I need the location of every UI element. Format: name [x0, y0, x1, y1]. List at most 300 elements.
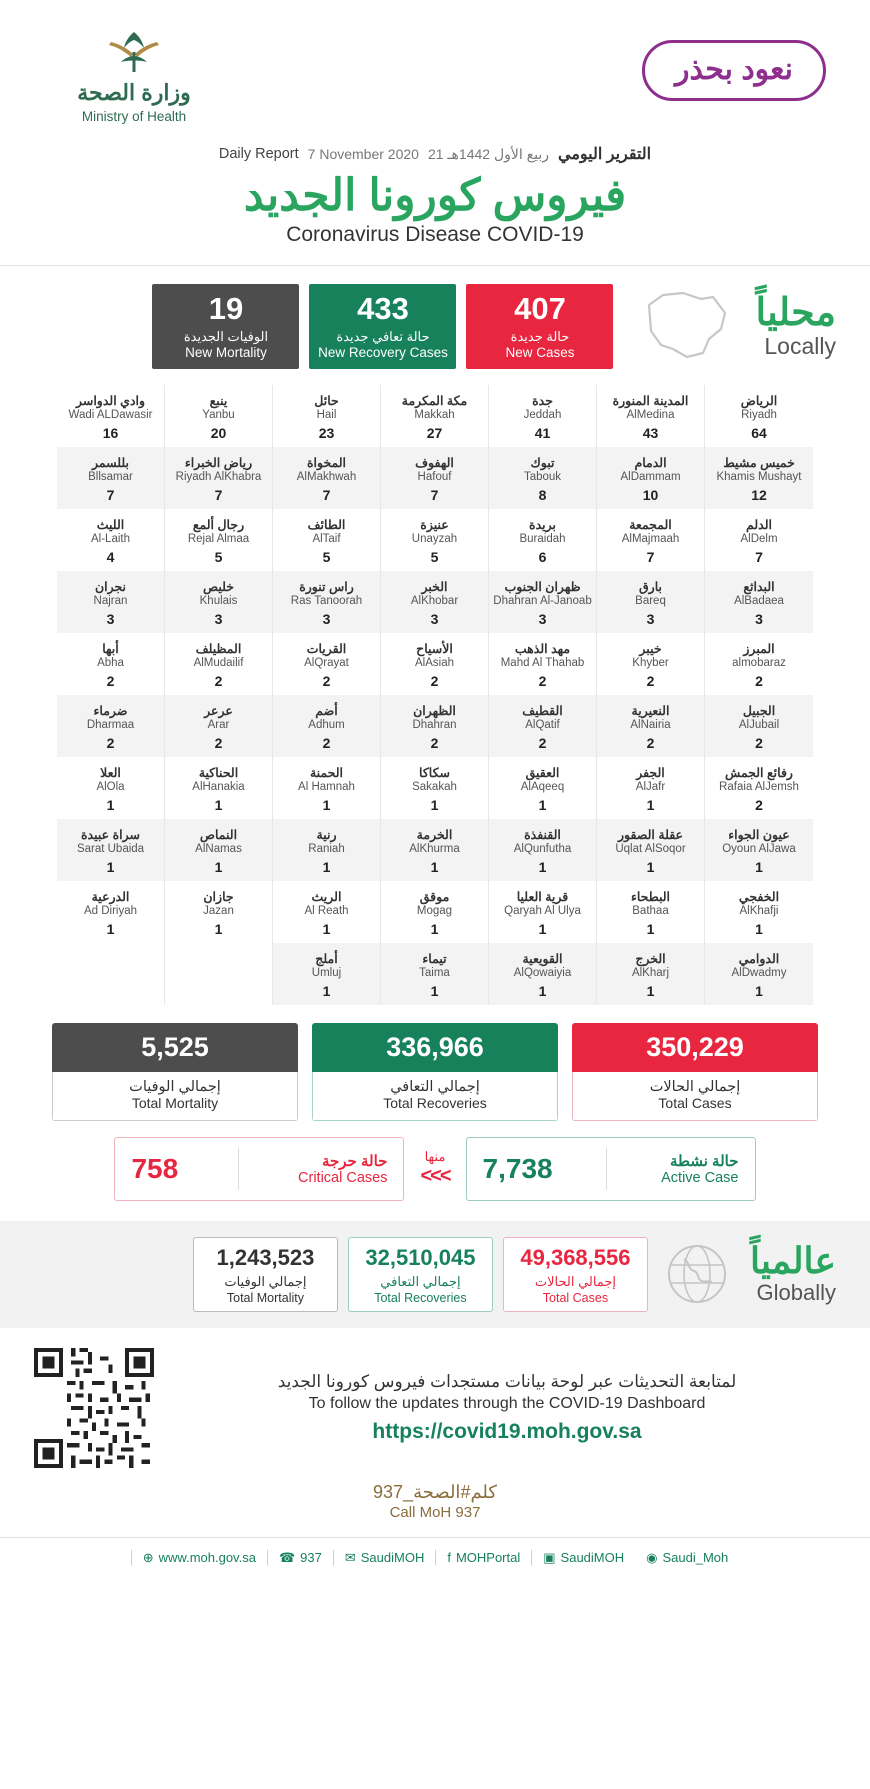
city-case-count: 2: [106, 672, 115, 689]
city-case-count: 7: [646, 548, 655, 565]
city-name-en: AlKhurma: [409, 842, 460, 855]
divider: [606, 1148, 607, 1190]
stat-value: 407: [514, 291, 566, 326]
arrows-icon: <<<: [420, 1165, 450, 1188]
social-link[interactable]: [333, 1550, 435, 1566]
city-name-ar: الجفر: [636, 765, 665, 780]
city-name-ar: الخبر: [421, 579, 448, 594]
city-name-en: Uqlat AlSoqor: [615, 842, 686, 855]
city-name-ar: الخرج: [635, 951, 666, 966]
active-critical-row: [0, 1121, 870, 1201]
city-name-ar: المخواة: [306, 455, 347, 470]
city-cell: [273, 633, 380, 695]
moh-title-ar: وزارة الصحة: [77, 80, 191, 105]
call-moh-row: [0, 1468, 870, 1531]
city-cell: [165, 571, 272, 633]
city-name-en: Jeddah: [523, 408, 562, 421]
city-cell: [705, 757, 813, 819]
city-case-count: 2: [430, 672, 439, 689]
city-name-en: Ras Tanoorah: [290, 594, 363, 607]
city-cell: [57, 385, 164, 447]
city-name-en: Buraidah: [519, 532, 566, 545]
city-name-en: Taima: [419, 966, 450, 979]
city-cell: [381, 757, 488, 819]
snapchat-icon: ◉: [646, 1549, 658, 1565]
city-name-ar: بارق: [638, 579, 663, 594]
city-cell: [705, 819, 813, 881]
city-cell: [381, 881, 488, 943]
city-case-count: 3: [106, 610, 115, 627]
stat-new-recoveries: [309, 284, 456, 369]
city-name-ar: الخرمة: [416, 827, 453, 842]
city-name-en: Mogag: [416, 904, 453, 917]
city-column: [597, 385, 705, 1005]
stat-value: 433: [357, 291, 409, 326]
city-name-ar: جازان: [203, 889, 234, 904]
city-case-count: 2: [106, 734, 115, 751]
city-cell: [273, 509, 380, 571]
city-name-en: Al Hamnah: [298, 780, 355, 793]
city-case-count: 10: [642, 486, 659, 503]
city-cell: [165, 447, 272, 509]
page-title-ar: فيروس كورونا الجديد: [243, 171, 627, 220]
city-case-count: 3: [755, 610, 763, 627]
critical-value: 758: [131, 1152, 179, 1184]
city-case-count: 8: [538, 486, 547, 503]
city-name-en: Raniah: [308, 842, 345, 855]
city-name-en: Mahd Al Thahab: [500, 656, 585, 669]
city-name-ar: الرياض: [740, 393, 778, 408]
city-name-en: AlKhobar: [410, 594, 459, 607]
city-name-en: Jazan: [203, 904, 234, 917]
city-name-ar: جدة: [532, 393, 553, 408]
city-case-count: 3: [214, 610, 223, 627]
global-label-ar: إجمالي الوفيات: [224, 1273, 307, 1289]
city-cell: [165, 633, 272, 695]
city-name-ar: الحمنة: [309, 765, 344, 780]
total-value: 5,525: [52, 1023, 298, 1072]
dashboard-url-link[interactable]: https://covid19.moh.gov.sa: [372, 1419, 642, 1443]
globally-label-ar: عالمياً: [749, 1239, 836, 1281]
city-name-en: Ad Diriyah: [83, 904, 138, 917]
city-cell: [273, 447, 380, 509]
city-name-ar: المظيلف: [195, 641, 242, 656]
city-cell: [57, 633, 164, 695]
city-cell: [165, 757, 272, 819]
call-label-ar: كلم#الصحة_937: [373, 1481, 497, 1502]
city-name-en: Khyber: [632, 656, 669, 669]
city-table: [0, 379, 870, 1005]
global-total-recoveries-card: [348, 1237, 493, 1312]
city-name-en: Bathaa: [632, 904, 669, 917]
city-cell: [381, 571, 488, 633]
city-name-en: Sarat Ubaida: [76, 842, 145, 855]
city-cell: [597, 509, 704, 571]
city-name-ar: بريدة: [529, 517, 556, 532]
city-case-count: 1: [538, 796, 547, 813]
city-name-en: Abha: [97, 656, 124, 669]
city-name-en: AlQatif: [525, 718, 560, 731]
city-cell: [489, 881, 596, 943]
city-name-ar: البداثع: [743, 579, 775, 594]
city-name-en: AlAqeeq: [520, 780, 565, 793]
report-date-gregorian: 7 November 2020: [307, 146, 419, 162]
city-cell: [489, 633, 596, 695]
city-name-en: AlMudailif: [193, 656, 244, 669]
city-name-en: Umluj: [311, 966, 342, 979]
twitter-icon: ✉: [344, 1549, 356, 1565]
city-name-ar: المبرز: [743, 641, 775, 656]
total-label-en: Total Cases: [658, 1094, 732, 1111]
social-link-label: Saudi_Moh: [662, 1550, 729, 1566]
locally-label-ar: محلياً: [755, 291, 836, 334]
city-cell: [381, 695, 488, 757]
city-cell: [597, 757, 704, 819]
city-name-en: AlQrayat: [304, 656, 349, 669]
city-name-ar: عقلة الصقور: [617, 827, 684, 842]
stat-new-cases: [466, 284, 613, 369]
city-case-count: 7: [106, 486, 115, 503]
city-case-count: 2: [646, 672, 655, 689]
city-name-en: Sakakah: [412, 780, 457, 793]
city-name-en: almobaraz: [732, 656, 786, 669]
city-name-ar: رياض الخبراء: [184, 455, 253, 470]
city-name-ar: موقق: [419, 889, 450, 904]
city-cell: [57, 695, 164, 757]
city-case-count: 2: [755, 672, 763, 689]
city-name-ar: تبوك: [530, 455, 555, 470]
city-cell: [705, 385, 813, 447]
city-name-en: Al-Laith: [91, 532, 130, 545]
city-name-ar: أملج: [315, 951, 338, 966]
critical-cases-card: [114, 1137, 404, 1201]
critical-label-en: Critical Cases: [298, 1169, 388, 1186]
city-case-count: 5: [430, 548, 439, 565]
globally-label-en: Globally: [756, 1279, 836, 1305]
city-case-count: 41: [534, 424, 551, 441]
social-link[interactable]: [635, 1550, 739, 1566]
city-case-count: 1: [430, 858, 439, 875]
city-name-ar: الدمام: [634, 455, 667, 470]
city-name-en: AlKharj: [631, 966, 670, 979]
city-case-count: 2: [755, 796, 763, 813]
city-cell: [597, 695, 704, 757]
city-cell: [165, 509, 272, 571]
city-cell: [597, 633, 704, 695]
city-name-en: Rejal Almaa: [187, 532, 250, 545]
city-cell: [597, 819, 704, 881]
city-name-en: AlTaif: [312, 532, 341, 545]
call-label-en: Call MoH 937: [389, 1503, 481, 1521]
city-case-count: 2: [755, 734, 763, 751]
city-case-count: 2: [430, 734, 439, 751]
critical-label-ar: حالة حرجة: [321, 1152, 388, 1170]
palm-swords-icon: [91, 26, 177, 78]
city-name-en: Tabouk: [523, 470, 562, 483]
city-name-ar: الريث: [311, 889, 342, 904]
city-cell: [489, 757, 596, 819]
city-cell: [705, 509, 813, 571]
stat-label-en: New Mortality: [185, 344, 267, 360]
city-name-en: Hafouf: [417, 470, 452, 483]
city-name-en: Qaryah Al Ulya: [504, 904, 581, 917]
city-cell: [597, 943, 704, 1005]
city-case-count: 2: [538, 734, 547, 751]
city-name-en: Bllsamar: [88, 470, 133, 483]
city-cell: [165, 819, 272, 881]
footer-dashboard: [0, 1328, 870, 1468]
city-cell: [165, 695, 272, 757]
city-name-en: Al Reath: [304, 904, 349, 917]
city-cell: [57, 881, 164, 943]
city-name-ar: أبها: [102, 641, 119, 656]
city-cell: [57, 819, 164, 881]
city-name-ar: القطيف: [522, 703, 563, 718]
city-case-count: 1: [322, 858, 331, 875]
social-link-label: MOHPortal: [455, 1550, 521, 1566]
daily-report-row: [0, 144, 870, 164]
city-name-ar: خليص: [203, 579, 234, 594]
city-cell: [381, 509, 488, 571]
social-links-bar: [0, 1537, 870, 1582]
city-name-ar: رجال ألمع: [192, 517, 245, 532]
locally-label: [755, 291, 836, 359]
city-case-count: 64: [751, 424, 767, 441]
header: [0, 0, 870, 124]
city-name-en: Khulais: [199, 594, 238, 607]
city-cell: [165, 881, 272, 943]
city-name-ar: أضم: [315, 703, 338, 718]
city-name-ar: وادي الدواسر: [75, 393, 146, 408]
instagram-icon: ▣: [543, 1549, 556, 1565]
social-link-label: 937: [300, 1550, 322, 1566]
city-case-count: 1: [106, 920, 115, 937]
city-column: [273, 385, 381, 1005]
city-name-en: Dhahran: [412, 718, 457, 731]
total-value: 336,966: [312, 1023, 558, 1072]
city-case-count: 5: [322, 548, 331, 565]
city-name-ar: سراة عبيدة: [81, 827, 140, 842]
city-case-count: 1: [538, 920, 547, 937]
city-name-ar: رفائع الجمش: [725, 765, 793, 780]
city-case-count: 2: [538, 672, 547, 689]
city-cell: [273, 819, 380, 881]
city-case-count: 1: [214, 796, 223, 813]
moh-title-en: Ministry of Health: [81, 109, 187, 124]
city-name-en: Dharmaa: [86, 718, 135, 731]
social-link-label: SaudiMOH: [560, 1550, 625, 1566]
city-name-ar: عنيزة: [420, 517, 449, 532]
city-cell: [489, 819, 596, 881]
city-name-ar: الظهران: [413, 703, 456, 718]
city-case-count: 1: [646, 858, 655, 875]
city-name-ar: الدرعية: [91, 889, 130, 904]
city-name-ar: القريات: [306, 641, 347, 656]
city-name-en: AlBadaea: [734, 594, 784, 607]
city-name-en: AlHanakia: [192, 780, 245, 793]
social-link[interactable]: [531, 1550, 635, 1566]
city-cell: [381, 943, 488, 1005]
city-cell: [489, 571, 596, 633]
city-name-ar: النماص: [199, 827, 238, 842]
city-case-count: 6: [538, 548, 547, 565]
city-cell: [273, 881, 380, 943]
city-name-en: Riyadh: [741, 408, 777, 421]
city-name-ar: رنية: [316, 827, 337, 842]
saudi-arabia-map-icon: [639, 287, 731, 365]
city-name-ar: عرعر: [204, 703, 233, 718]
city-name-ar: سكاكا: [419, 765, 450, 780]
city-name-en: Unayzah: [411, 532, 458, 545]
city-case-count: 27: [426, 424, 443, 441]
city-name-ar: الخفجي: [738, 889, 780, 904]
stat-label-en: New Recovery Cases: [318, 344, 448, 360]
city-case-count: 23: [318, 424, 335, 441]
city-name-en: Bareq: [635, 594, 666, 607]
city-name-ar: الحناكية: [198, 765, 239, 780]
title-block: [0, 144, 870, 247]
city-cell: [705, 695, 813, 757]
city-case-count: 43: [642, 424, 659, 441]
city-name-ar: العلا: [100, 765, 121, 780]
city-case-count: 1: [646, 920, 655, 937]
total-label-ar: إجمالي التعافي: [390, 1078, 480, 1095]
stat-label-ar: حالة جديدة: [510, 328, 570, 344]
city-name-en: AlDammam: [620, 470, 681, 483]
daily-report-ar: التقرير اليومي: [557, 146, 652, 163]
city-name-ar: المدينة المنورة: [612, 393, 689, 408]
city-case-count: 3: [538, 610, 547, 627]
city-case-count: 1: [214, 920, 223, 937]
city-name-ar: مهد الذهب: [514, 641, 571, 656]
city-name-en: Dhahran Al-Janoab: [493, 594, 592, 607]
city-case-count: 1: [755, 982, 763, 999]
city-cell: [705, 943, 813, 1005]
city-case-count: 1: [430, 982, 439, 999]
active-cases-card: [466, 1137, 756, 1201]
city-name-en: AlOla: [96, 780, 125, 793]
total-label-en: Total Recoveries: [383, 1094, 487, 1111]
city-name-ar: المجمعة: [629, 517, 672, 532]
city-case-count: 1: [322, 982, 331, 999]
city-cell: [381, 447, 488, 509]
locally-label-en: Locally: [764, 332, 836, 359]
city-cell: [273, 695, 380, 757]
city-case-count: 3: [430, 610, 439, 627]
menha-label-ar: منها: [424, 1149, 446, 1165]
city-name-en: Khamis Mushayt: [716, 470, 802, 483]
city-cell: [705, 571, 813, 633]
city-name-ar: النعيرية: [631, 703, 670, 718]
city-name-en: Wadi ALDawasir: [68, 408, 153, 421]
city-cell: [597, 571, 704, 633]
city-name-en: AlNairia: [630, 718, 671, 731]
city-name-en: Makkah: [414, 408, 455, 421]
city-case-count: 2: [646, 734, 655, 751]
city-case-count: 1: [755, 920, 763, 937]
qr-code-icon[interactable]: [34, 1348, 154, 1468]
total-recoveries-card: [312, 1023, 558, 1121]
city-name-ar: عيون الجواء: [728, 827, 790, 842]
social-link[interactable]: [131, 1550, 267, 1566]
city-name-ar: خميس مشيط: [723, 455, 795, 470]
city-case-count: 1: [430, 920, 439, 937]
city-cell: [273, 385, 380, 447]
global-label-ar: إجمالي التعافي: [380, 1273, 461, 1289]
divider: [238, 1148, 239, 1190]
city-name-ar: الدوامي: [738, 951, 780, 966]
daily-report-en: Daily Report: [218, 146, 299, 162]
city-cell: [489, 385, 596, 447]
city-name-en: Hail: [316, 408, 337, 421]
city-name-ar: نجران: [94, 579, 127, 594]
city-column: [489, 385, 597, 1005]
city-cell: [273, 943, 380, 1005]
city-cell: [597, 385, 704, 447]
city-cell: [165, 385, 272, 447]
social-link-label: SaudiMOH: [360, 1550, 425, 1566]
city-case-count: 3: [322, 610, 331, 627]
city-name-ar: مكة المكرمة: [401, 393, 468, 408]
global-label-en: Total Cases: [542, 1290, 609, 1305]
active-label-ar: حالة نشطة: [669, 1152, 739, 1170]
city-name-ar: قرية العليا: [516, 889, 569, 904]
city-name-ar: العقيق: [525, 765, 560, 780]
city-name-en: Adhum: [308, 718, 345, 731]
city-name-ar: الطائف: [307, 517, 346, 532]
city-name-en: Najran: [93, 594, 128, 607]
city-cell: [57, 571, 164, 633]
city-case-count: 3: [646, 610, 655, 627]
city-case-count: 1: [646, 796, 655, 813]
moh-logo: [34, 26, 234, 124]
total-mortality-card: [52, 1023, 298, 1121]
city-cell: [705, 881, 813, 943]
city-name-en: AlMajmaah: [621, 532, 680, 545]
city-cell: [381, 385, 488, 447]
city-case-count: 5: [214, 548, 223, 565]
city-name-ar: ينبع: [209, 393, 228, 408]
follow-text-en: To follow the updates through the COVID-19 Dashboard: [308, 1394, 706, 1412]
city-name-ar: راس تنورة: [299, 579, 354, 594]
city-name-ar: حائل: [314, 393, 339, 408]
phone-icon: ☎: [278, 1549, 296, 1565]
city-case-count: 7: [430, 486, 439, 503]
city-name-ar: القويعية: [522, 951, 563, 966]
city-cell: [489, 509, 596, 571]
total-value: 350,229: [572, 1023, 818, 1072]
social-link[interactable]: [435, 1550, 531, 1565]
global-label-en: Total Mortality: [226, 1290, 304, 1305]
city-column: [57, 385, 165, 1005]
city-case-count: 1: [430, 796, 439, 813]
totals-row: [0, 1005, 870, 1121]
globally-label: [749, 1239, 836, 1306]
city-name-ar: خيبر: [639, 641, 662, 656]
city-case-count: 2: [214, 734, 223, 751]
city-cell: [705, 633, 813, 695]
global-value: 32,510,045: [365, 1244, 476, 1270]
city-case-count: 16: [102, 424, 119, 441]
city-case-count: 4: [106, 548, 115, 565]
social-link[interactable]: [267, 1550, 333, 1566]
stat-new-mortality: [152, 284, 299, 369]
menha-indicator: [420, 1149, 449, 1188]
stat-value: 19: [208, 291, 244, 326]
city-column: [165, 385, 273, 1005]
global-value: 49,368,556: [520, 1244, 631, 1270]
global-total-mortality-card: [193, 1237, 338, 1312]
